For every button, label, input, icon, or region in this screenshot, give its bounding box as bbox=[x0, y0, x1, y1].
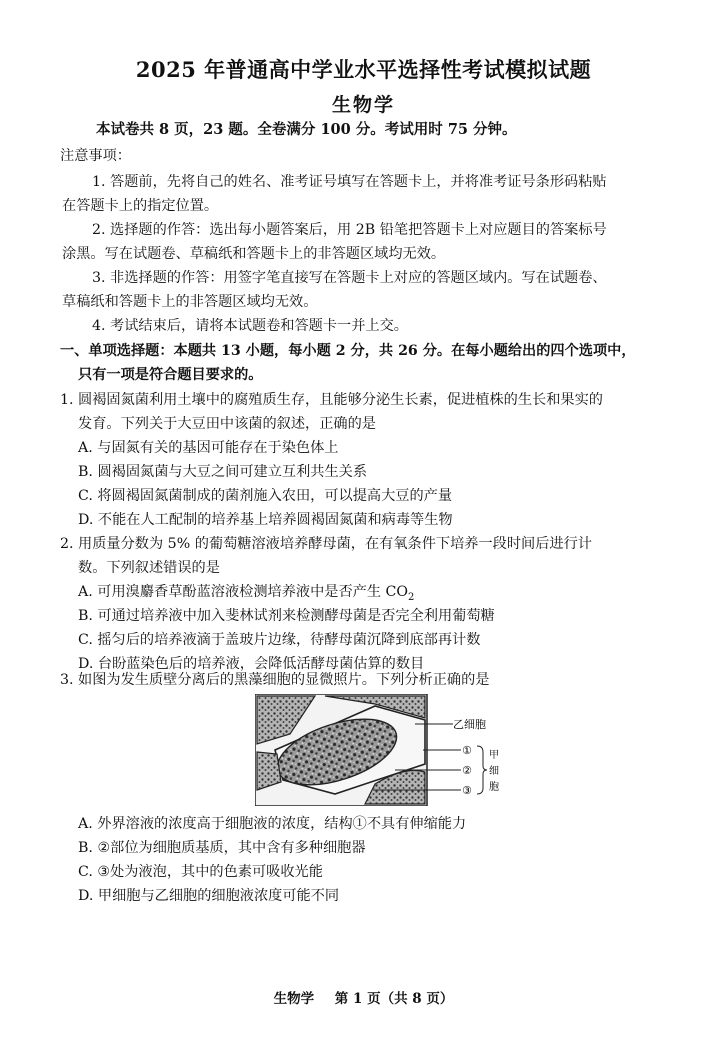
question-3-option-a: A. 外界溶液的浓度高于细胞液的浓度，结构①不具有伸缩能力 bbox=[78, 816, 467, 832]
question-3-stem: 3. 如图为发生质壁分离后的黑藻细胞的显微照片。下列分析正确的是 bbox=[60, 672, 490, 688]
question-2-option-b: B. 可通过培养液中加入斐林试剂来检测酵母菌是否完全利用葡萄糖 bbox=[78, 608, 495, 624]
label-yi-cell: 乙细胞 bbox=[453, 718, 486, 731]
notice-heading: 注意事项： bbox=[60, 148, 131, 164]
question-1-option-d: D. 不能在人工配制的培养基上培养圆褐固氮菌和病毒等生物 bbox=[78, 512, 453, 528]
question-1-option-c: C. 将圆褐固氮菌制成的菌剂施入农田，可以提高大豆的产量 bbox=[78, 488, 453, 504]
label-jia-1: 甲 bbox=[489, 750, 499, 761]
exam-title: 2025 年普通高中学业水平选择性考试模拟试题 bbox=[135, 57, 592, 82]
notice-line: 在答题卡上的指定位置。 bbox=[62, 198, 219, 214]
notice-line: 涂黑。写在试题卷、草稿纸和答题卡上的非答题区域均无效。 bbox=[62, 246, 446, 262]
footer-page-number: 第 1 页（共 8 页） bbox=[334, 991, 454, 1007]
question-2-stem-cont: 数。下列叙述错误的是 bbox=[78, 560, 220, 576]
bracket bbox=[477, 746, 487, 794]
option-a-text: A. 可用溴麝香草酚蓝溶液检测培养液中是否产生 CO bbox=[78, 584, 409, 600]
notice-line: 3. 非选择题的作答：用签字笔直接写在答题卡上对应的答题区域内。写在试题卷、 bbox=[92, 270, 607, 286]
question-1-stem: 1. 圆褐固氮菌利用土壤中的腐殖质生存，且能够分泌生长素，促进植株的生长和果实的 bbox=[60, 392, 603, 408]
footer-subject: 生物学 bbox=[273, 991, 315, 1007]
page-footer bbox=[0, 987, 727, 1007]
exam-info: 本试卷共 8 页，23 题。全卷满分 100 分。考试用时 75 分钟。 bbox=[96, 121, 517, 138]
label-jia-3: 胞 bbox=[489, 782, 499, 793]
notice-line: 4. 考试结束后，请将本试题卷和答题卡一并上交。 bbox=[92, 318, 408, 334]
section-heading: 一、单项选择题：本题共 13 小题，每小题 2 分，共 26 分。在每小题给出的四个选项中， bbox=[60, 343, 636, 359]
question-2-option-c: C. 摇匀后的培养液滴于盖玻片边缘，待酵母菌沉降到底部再计数 bbox=[78, 632, 481, 648]
notice-line: 1. 答题前，先将自己的姓名、准考证号填写在答题卡上，并将准考证号条形码粘贴 bbox=[92, 174, 607, 190]
cell-micrograph-figure bbox=[255, 694, 505, 806]
exam-subject: 生物学 bbox=[331, 94, 395, 116]
question-3-option-c: C. ③处为液泡，其中的色素可吸收光能 bbox=[78, 864, 323, 880]
notice-line: 2. 选择题的作答：选出每小题答案后，用 2B 铅笔把答题卡上对应题目的答案标号 bbox=[92, 222, 607, 238]
option-a-subscript: 2 bbox=[408, 591, 415, 603]
question-3-option-b: B. ②部位为细胞质基质，其中含有多种细胞器 bbox=[78, 840, 366, 856]
label-structure-1: ① bbox=[462, 744, 472, 757]
question-1-stem-cont: 发育。下列关于大豆田中该菌的叙述，正确的是 bbox=[78, 416, 376, 432]
question-1-option-b: B. 圆褐固氮菌与大豆之间可建立互利共生关系 bbox=[78, 464, 368, 480]
question-2-option-d: D. 台盼蓝染色后的培养液，会降低活酵母菌估算的数目 bbox=[78, 656, 425, 672]
micrograph-svg bbox=[255, 694, 505, 806]
question-3-option-d: D. 甲细胞与乙细胞的细胞液浓度可能不同 bbox=[78, 888, 340, 904]
label-structure-2: ② bbox=[462, 764, 472, 777]
question-1-option-a: A. 与固氮有关的基因可能存在于染色体上 bbox=[78, 440, 339, 456]
label-structure-3: ③ bbox=[462, 784, 472, 797]
section-heading-cont: 只有一项是符合题目要求的。 bbox=[78, 367, 263, 383]
question-2-option-a bbox=[78, 582, 414, 608]
notice-line: 草稿纸和答题卡上的非答题区域均无效。 bbox=[62, 294, 318, 310]
label-jia-2: 细 bbox=[489, 766, 499, 777]
question-2-stem: 2. 用质量分数为 5% 的葡萄糖溶液培养酵母菌，在有氧条件下培养一段时间后进行计 bbox=[60, 536, 592, 552]
